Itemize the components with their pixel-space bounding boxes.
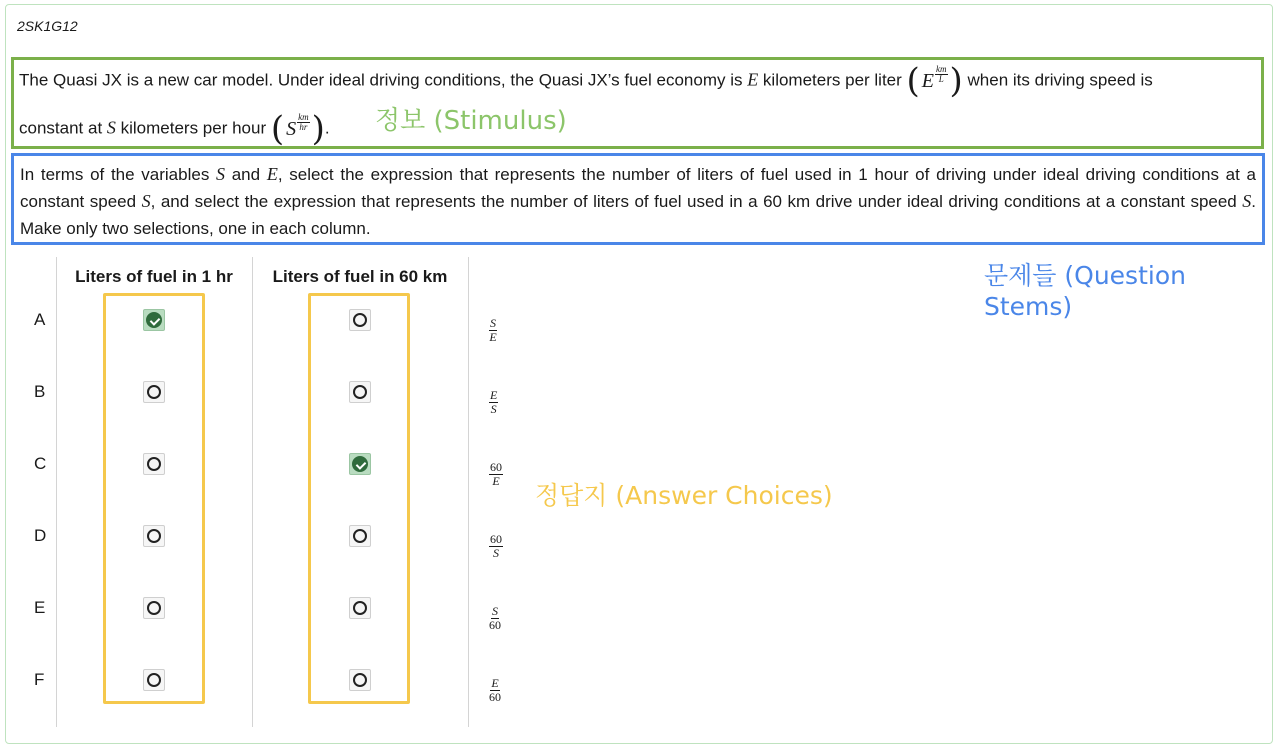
radio-unchecked-icon (147, 457, 161, 471)
radio-col1-e[interactable] (143, 597, 165, 619)
column-header-60km: Liters of fuel in 60 km (272, 267, 448, 286)
question-id: 2SK1G12 (17, 18, 78, 34)
stimulus-box (11, 57, 1264, 149)
unit-s-expression: ( S $\frac{km}{hr}$ ) (270, 109, 325, 149)
radio-col2-a[interactable] (349, 309, 371, 331)
row-label-f: F (34, 670, 45, 689)
unit-e-expression: ( E $\frac{km}{L}$ ) (906, 61, 963, 101)
radio-col1-b[interactable] (143, 381, 165, 403)
question-stem-box (11, 153, 1265, 245)
answer-choice-e: $\frac{S}{60}$ (489, 604, 501, 632)
row-label-b: B (34, 382, 46, 401)
radio-col1-a[interactable] (143, 309, 165, 331)
table-divider-right (468, 257, 469, 727)
answer-choice-c: $\frac{60}{E}$ (490, 460, 502, 488)
radio-unchecked-icon (353, 313, 367, 327)
radio-col2-c[interactable] (349, 453, 371, 475)
radio-unchecked-icon (147, 529, 161, 543)
table-divider-middle (252, 257, 253, 727)
answer-choice-f: $\frac{E}{60}$ (489, 676, 501, 704)
radio-col1-f[interactable] (143, 669, 165, 691)
radio-checked-icon (352, 456, 368, 472)
radio-unchecked-icon (147, 385, 161, 399)
radio-unchecked-icon (353, 385, 367, 399)
stimulus-annotation: 정보 (Stimulus) (375, 106, 567, 136)
row-label-a: A (34, 310, 46, 329)
table-divider-left (56, 257, 57, 727)
answer-choice-b: $\frac{E}{S}$ (490, 388, 498, 416)
stimulus-line-2: constant at S kilometers per hour ( S $\frac{km}{hr}$ ) . (19, 109, 330, 149)
answer-choice-d: $\frac{60}{S}$ (490, 532, 502, 560)
radio-unchecked-icon (147, 601, 161, 615)
radio-unchecked-icon (353, 529, 367, 543)
answer-choice-a: $\frac{S}{E}$ (489, 316, 497, 344)
row-label-d: D (34, 526, 47, 545)
column-header-1hr: Liters of fuel in 1 hr (75, 267, 233, 286)
question-stems-annotation: 문제들 (Question Stems) (984, 261, 1186, 321)
row-label-e: E (34, 598, 46, 617)
answer-choices-annotation: 정답지 (Answer Choices) (535, 481, 833, 510)
answer-column-2-highlight (308, 293, 410, 704)
radio-checked-icon (146, 312, 162, 328)
radio-col2-f[interactable] (349, 669, 371, 691)
radio-unchecked-icon (353, 673, 367, 687)
answer-column-1-highlight (103, 293, 205, 704)
radio-col1-d[interactable] (143, 525, 165, 547)
radio-col2-d[interactable] (349, 525, 371, 547)
question-stem: In terms of the variables S and E, select the expression that represents the number of liters of fuel used in 1 hour of driving under ideal driving conditions at a constant speed S, and select the expression that represents the number of liters of fuel used in a 60 km drive under ideal driving conditions at a constant speed S. Make only two selections, one in each column. (20, 164, 1257, 238)
row-label-c: C (34, 454, 47, 473)
radio-col1-c[interactable] (143, 453, 165, 475)
radio-unchecked-icon (353, 601, 367, 615)
radio-col2-b[interactable] (349, 381, 371, 403)
radio-unchecked-icon (147, 673, 161, 687)
stimulus-line-1: The Quasi JX is a new car model. Under ideal driving conditions, the Quasi JX’s fuel economy is E kilometers per liter ( E $\frac{km}{L}$ ) when its driving speed is (19, 61, 1153, 101)
radio-col2-e[interactable] (349, 597, 371, 619)
